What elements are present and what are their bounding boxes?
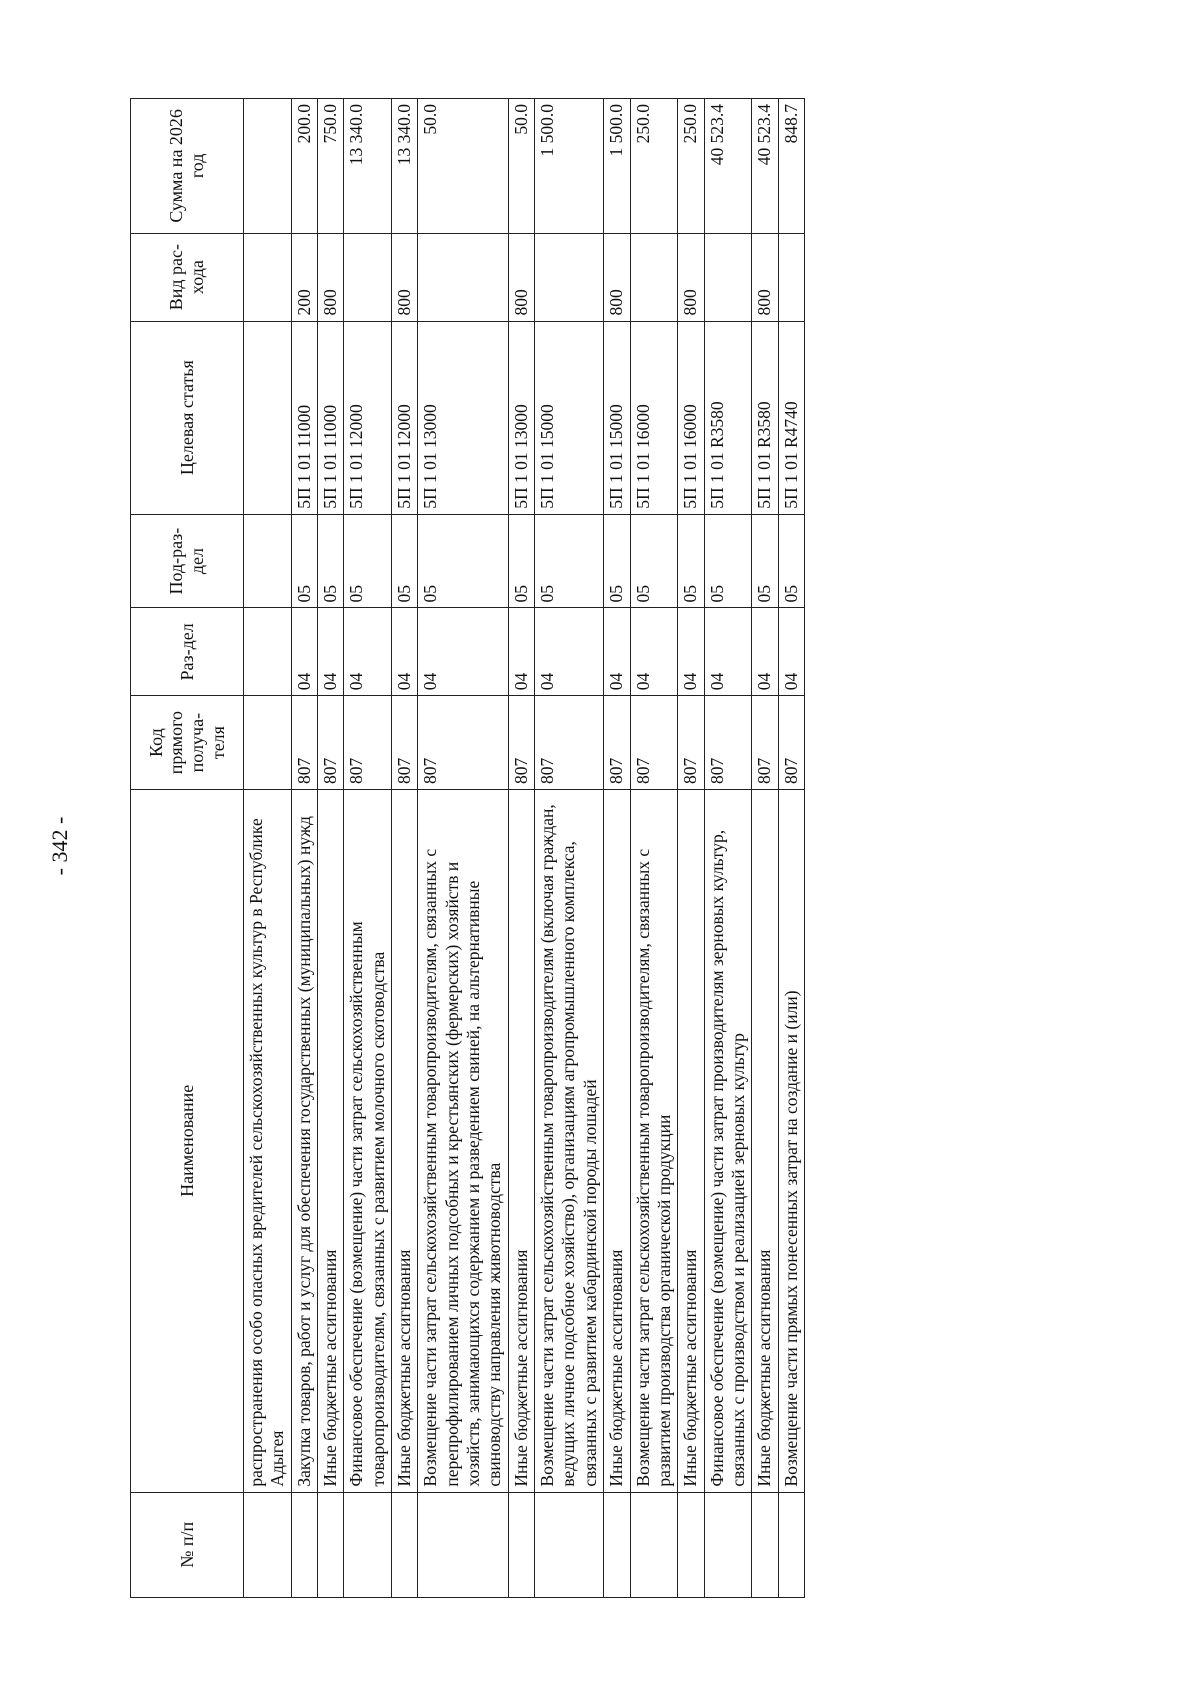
row-article-cell: 5П 1 01 13000 bbox=[418, 321, 508, 514]
row-section-cell: 04 bbox=[318, 608, 344, 696]
row-recipient-cell: 807 bbox=[535, 696, 604, 790]
row-recipient-cell: 807 bbox=[291, 696, 317, 790]
row-num-cell bbox=[630, 1492, 678, 1597]
row-recipient-cell: 807 bbox=[318, 696, 344, 790]
row-name-cell: Закупка товаров, работ и услуг для обеспечения государственных (муниципальных) нужд bbox=[291, 789, 317, 1492]
row-article-cell: 5П 1 01 15000 bbox=[604, 321, 630, 514]
row-num-cell bbox=[508, 1492, 534, 1597]
table-row bbox=[291, 99, 317, 1598]
row-recipient-cell: 807 bbox=[508, 696, 534, 790]
row-num-cell bbox=[778, 1492, 804, 1597]
row-expense-cell: 800 bbox=[604, 233, 630, 321]
row-sum-cell bbox=[244, 99, 292, 234]
header-name: Наименование bbox=[131, 789, 244, 1492]
row-recipient-cell: 807 bbox=[604, 696, 630, 790]
row-recipient-cell: 807 bbox=[704, 696, 752, 790]
row-sum-cell: 40 523.4 bbox=[752, 99, 778, 234]
row-name-cell: Возмещение части затрат сельскохозяйственным товаропроизводителям (включая граждан, ведущих личное подсобное хозяйство), организациям агропромышленного комплекса, связанных с развитием кабардинской породы лошадей bbox=[535, 789, 604, 1492]
row-expense-cell bbox=[344, 233, 392, 321]
row-recipient-cell: 807 bbox=[344, 696, 392, 790]
row-name-cell: распространения особо опасных вредителей сельскохозяйственных культур в Республике Адыгея bbox=[244, 789, 292, 1492]
row-num-cell bbox=[244, 1492, 292, 1597]
row-subsection-cell: 05 bbox=[704, 514, 752, 608]
row-num-cell bbox=[535, 1492, 604, 1597]
row-subsection-cell: 05 bbox=[508, 514, 534, 608]
row-sum-cell: 250.0 bbox=[630, 99, 678, 234]
row-article-cell: 5П 1 01 16000 bbox=[678, 321, 704, 514]
row-expense-cell bbox=[244, 233, 292, 321]
row-expense-cell: 800 bbox=[318, 233, 344, 321]
row-expense-cell bbox=[630, 233, 678, 321]
table-body bbox=[244, 99, 805, 1598]
row-section-cell: 04 bbox=[630, 608, 678, 696]
table-row bbox=[704, 99, 752, 1598]
row-name-cell: Иные бюджетные ассигнования bbox=[678, 789, 704, 1492]
table-row bbox=[630, 99, 678, 1598]
row-sum-cell: 848.7 bbox=[778, 99, 804, 234]
row-sum-cell: 13 340.0 bbox=[344, 99, 392, 234]
table-row bbox=[508, 99, 534, 1598]
row-article-cell: 5П 1 01 R4740 bbox=[778, 321, 804, 514]
row-expense-cell bbox=[418, 233, 508, 321]
header-num: № п/п bbox=[131, 1492, 244, 1597]
row-article-cell: 5П 1 01 R3580 bbox=[704, 321, 752, 514]
row-subsection-cell: 05 bbox=[778, 514, 804, 608]
header-expense: Вид рас-хода bbox=[131, 233, 244, 321]
row-article-cell: 5П 1 01 11000 bbox=[291, 321, 317, 514]
row-subsection-cell: 05 bbox=[630, 514, 678, 608]
row-sum-cell: 40 523.4 bbox=[704, 99, 752, 234]
row-sum-cell: 1 500.0 bbox=[535, 99, 604, 234]
header-row bbox=[131, 99, 244, 1598]
row-section-cell: 04 bbox=[778, 608, 804, 696]
row-expense-cell bbox=[778, 233, 804, 321]
row-recipient-cell: 807 bbox=[678, 696, 704, 790]
header-recipient: Код прямого получа-теля bbox=[131, 696, 244, 790]
row-article-cell: 5П 1 01 13000 bbox=[508, 321, 534, 514]
row-section-cell: 04 bbox=[291, 608, 317, 696]
row-name-cell: Финансовое обеспечение (возмещение) части затрат производителям зерновых культур, связанных с производством и реализацией зерновых культур bbox=[704, 789, 752, 1492]
row-num-cell bbox=[678, 1492, 704, 1597]
row-recipient-cell: 807 bbox=[778, 696, 804, 790]
row-name-cell: Возмещение части затрат сельскохозяйственным товаропроизводителям, связанных с развитием производства органической продукции bbox=[630, 789, 678, 1492]
table-row bbox=[678, 99, 704, 1598]
row-sum-cell: 250.0 bbox=[678, 99, 704, 234]
header-subsection: Под-раз-дел bbox=[131, 514, 244, 608]
rotated-table-container bbox=[130, 98, 1060, 1598]
row-sum-cell: 1 500.0 bbox=[604, 99, 630, 234]
row-article-cell: 5П 1 01 15000 bbox=[535, 321, 604, 514]
row-name-cell: Возмещение части прямых понесенных затрат на создание и (или) bbox=[778, 789, 804, 1492]
row-section-cell: 04 bbox=[508, 608, 534, 696]
row-subsection-cell: 05 bbox=[392, 514, 418, 608]
row-sum-cell: 200.0 bbox=[291, 99, 317, 234]
row-name-cell: Иные бюджетные ассигнования bbox=[752, 789, 778, 1492]
row-article-cell bbox=[244, 321, 292, 514]
row-recipient-cell: 807 bbox=[630, 696, 678, 790]
row-subsection-cell: 05 bbox=[418, 514, 508, 608]
row-article-cell: 5П 1 01 16000 bbox=[630, 321, 678, 514]
row-num-cell bbox=[604, 1492, 630, 1597]
row-name-cell: Иные бюджетные ассигнования bbox=[604, 789, 630, 1492]
row-section-cell: 04 bbox=[752, 608, 778, 696]
table-row bbox=[535, 99, 604, 1598]
row-article-cell: 5П 1 01 11000 bbox=[318, 321, 344, 514]
row-expense-cell bbox=[704, 233, 752, 321]
header-sum: Сумма на 2026 год bbox=[131, 99, 244, 234]
row-sum-cell: 13 340.0 bbox=[392, 99, 418, 234]
table-row bbox=[418, 99, 508, 1598]
row-subsection-cell: 05 bbox=[678, 514, 704, 608]
table-header bbox=[131, 99, 244, 1598]
budget-table bbox=[130, 98, 805, 1598]
row-expense-cell: 800 bbox=[508, 233, 534, 321]
row-section-cell: 04 bbox=[704, 608, 752, 696]
row-section-cell: 04 bbox=[604, 608, 630, 696]
table-row bbox=[752, 99, 778, 1598]
table-row bbox=[244, 99, 292, 1598]
table-row bbox=[318, 99, 344, 1598]
row-expense-cell bbox=[535, 233, 604, 321]
row-name-cell: Финансовое обеспечение (возмещение) части затрат сельскохозяйственным товаропроизводителям, связанных с развитием молочного скотоводства bbox=[344, 789, 392, 1492]
row-sum-cell: 750.0 bbox=[318, 99, 344, 234]
row-section-cell bbox=[244, 608, 292, 696]
row-name-cell: Иные бюджетные ассигнования bbox=[392, 789, 418, 1492]
row-article-cell: 5П 1 01 12000 bbox=[392, 321, 418, 514]
page-number: - 342 - bbox=[47, 816, 72, 876]
row-subsection-cell: 05 bbox=[752, 514, 778, 608]
row-recipient-cell: 807 bbox=[392, 696, 418, 790]
row-recipient-cell bbox=[244, 696, 292, 790]
row-subsection-cell: 05 bbox=[535, 514, 604, 608]
row-num-cell bbox=[752, 1492, 778, 1597]
table-row bbox=[344, 99, 392, 1598]
row-num-cell bbox=[344, 1492, 392, 1597]
row-num-cell bbox=[318, 1492, 344, 1597]
row-subsection-cell: 05 bbox=[604, 514, 630, 608]
row-recipient-cell: 807 bbox=[418, 696, 508, 790]
row-section-cell: 04 bbox=[344, 608, 392, 696]
row-num-cell bbox=[418, 1492, 508, 1597]
row-num-cell bbox=[291, 1492, 317, 1597]
row-name-cell: Иные бюджетные ассигнования bbox=[508, 789, 534, 1492]
row-recipient-cell: 807 bbox=[752, 696, 778, 790]
row-sum-cell: 50.0 bbox=[508, 99, 534, 234]
header-article: Целевая статья bbox=[131, 321, 244, 514]
row-section-cell: 04 bbox=[678, 608, 704, 696]
row-subsection-cell: 05 bbox=[318, 514, 344, 608]
row-num-cell bbox=[704, 1492, 752, 1597]
row-num-cell bbox=[392, 1492, 418, 1597]
row-sum-cell: 50.0 bbox=[418, 99, 508, 234]
row-section-cell: 04 bbox=[418, 608, 508, 696]
row-expense-cell: 800 bbox=[678, 233, 704, 321]
row-expense-cell: 800 bbox=[392, 233, 418, 321]
row-section-cell: 04 bbox=[392, 608, 418, 696]
row-subsection-cell bbox=[244, 514, 292, 608]
row-article-cell: 5П 1 01 12000 bbox=[344, 321, 392, 514]
row-expense-cell: 200 bbox=[291, 233, 317, 321]
row-subsection-cell: 05 bbox=[291, 514, 317, 608]
table-row bbox=[604, 99, 630, 1598]
table-row bbox=[778, 99, 804, 1598]
row-name-cell: Иные бюджетные ассигнования bbox=[318, 789, 344, 1492]
row-name-cell: Возмещение части затрат сельскохозяйственным товаропроизводителям, связанных с перепрофилированием личных подсобных и крестьянских (фермерских) хозяйств и хозяйств, занимающихся содержанием и разведением свиней, на альтернативные свиноводству направления животноводства bbox=[418, 789, 508, 1492]
table-row bbox=[392, 99, 418, 1598]
row-article-cell: 5П 1 01 R3580 bbox=[752, 321, 778, 514]
header-section: Раз-дел bbox=[131, 608, 244, 696]
row-section-cell: 04 bbox=[535, 608, 604, 696]
row-expense-cell: 800 bbox=[752, 233, 778, 321]
row-subsection-cell: 05 bbox=[344, 514, 392, 608]
